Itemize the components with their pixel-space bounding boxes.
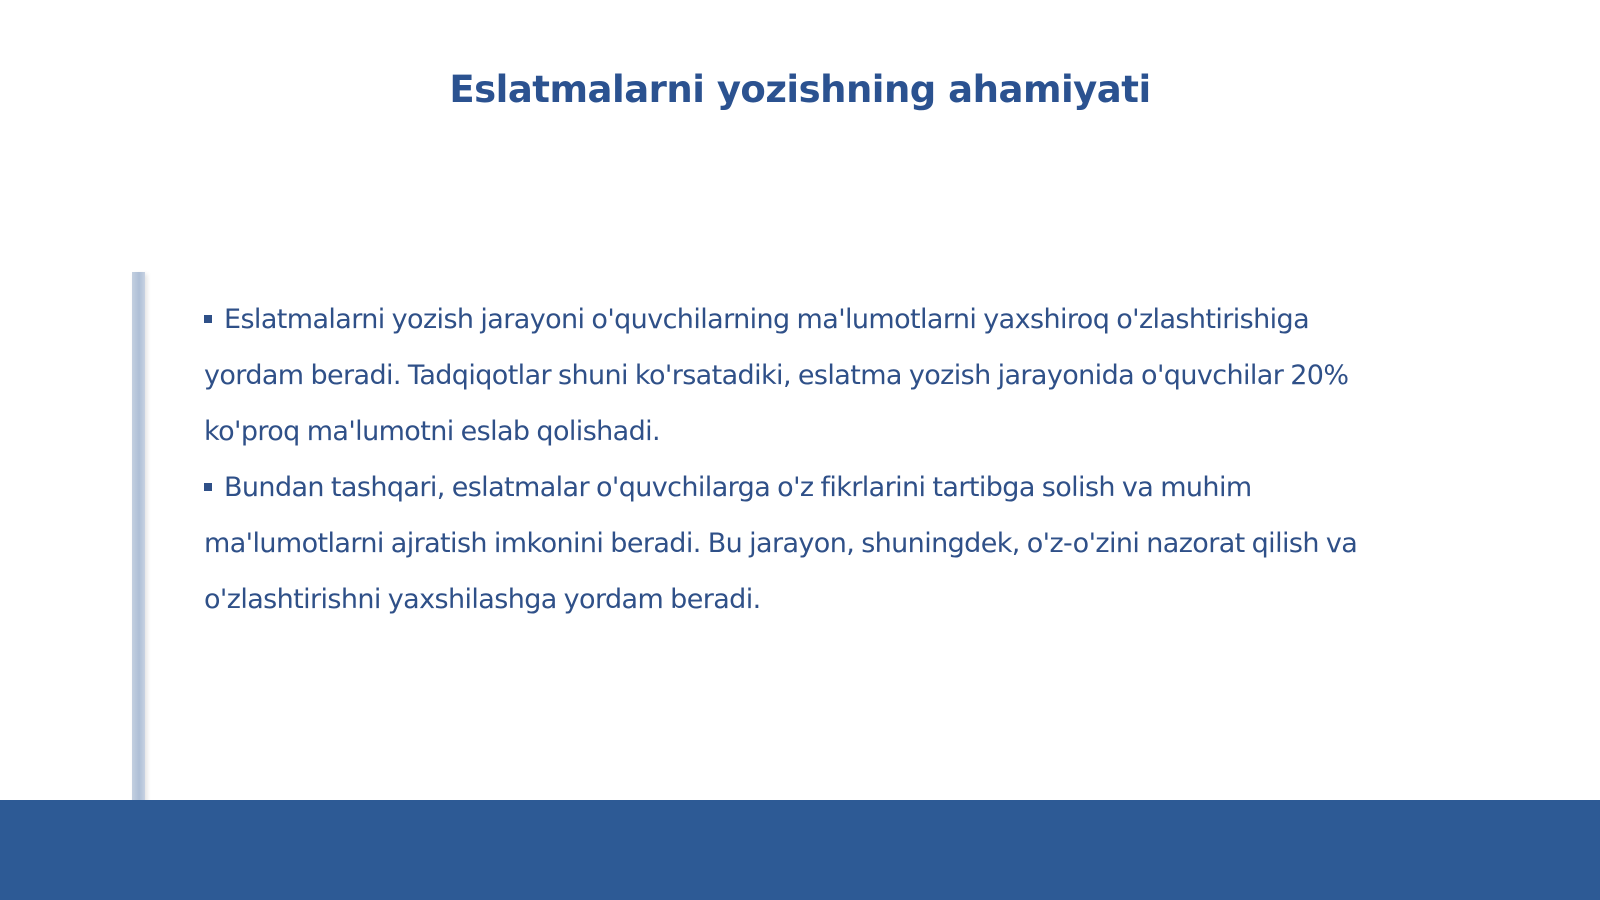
- bullet-square-icon: [204, 315, 212, 323]
- bullet-item: [204, 292, 1394, 460]
- bullet-square-icon: [204, 483, 212, 491]
- bullet-list: [204, 292, 1394, 628]
- bullet-text: Eslatmalarni yozish jarayoni o'quvchilarning ma'lumotlarni yaxshiroq o'zlashtirishiga yordam beradi. Tadqiqotlar shuni ko'rsatadiki, eslatma yozish jarayonida o'quvchilar 20% ko'proq ma'lumotni eslab qolishadi.: [204, 304, 1349, 447]
- slide-title: Eslatmalarni yozishning ahamiyati: [449, 68, 1151, 111]
- bullet-text: Bundan tashqari, eslatmalar o'quvchilarga o'z fikrlarini tartibga solish va muhim ma'lumotlarni ajratish imkonini beradi. Bu jarayon, shuningdek, o'z-o'zini nazorat qilish va o'zlashtirishni yaxshilashga yordam beradi.: [204, 472, 1358, 615]
- footer-band: [0, 800, 1600, 900]
- bullet-item: [204, 460, 1394, 628]
- left-accent-bar: [132, 272, 145, 837]
